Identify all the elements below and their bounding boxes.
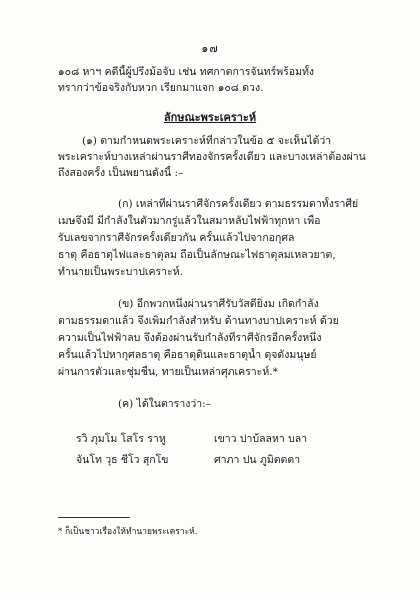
section-heading: ลักษณะพระเคราะห์ <box>163 111 257 124</box>
body-line: ทำนายเป็นพระบาปเคราะห์. <box>58 266 183 278</box>
table-cell: เขาว ปาบ้ลลหา บลา <box>214 433 308 445</box>
table-cell: ศาภา ปน ภูมิตตตา <box>214 454 301 466</box>
footnote-divider <box>58 517 130 518</box>
footnote: * ก็เป็นชาวเรื่องให้ทำนายพระเคราะห์. <box>58 527 198 537</box>
body-line: ถึงสองครั้ง เป็นพยานดังนี้ :– <box>58 167 184 179</box>
body-line: ผ่านการตัวและชุ่มชื่น, ทายเป็นเหล่าศุภเคราะห์.* <box>58 366 278 378</box>
body-line: ตามธรรมดาแล้ว จึงเพิ่มกำลังสำหรับ ด้านทางบาปเคราะห์ ด้วย <box>58 315 339 327</box>
body-line: รับเลขจากราศีจักรครั้งเดียวกัน ครั้นแล้วไปจากอกุศล <box>58 232 295 244</box>
body-line: (ข) อีกพวกหนึ่งผ่านราศีรับวัสดียิ่งม เกิดกำลัง <box>118 298 319 310</box>
page-number: ๑๗ <box>201 42 219 55</box>
body-line: ความเป็นไฟฟ้าลบ จึงต้องผ่านรับกำลังที่ราศีจักรอีกครั้งหนึ่ง <box>58 332 322 344</box>
body-line: (๑) ตามกำหนดพระเคราะห์ที่กล่าวในข้อ ๕ จะเห็นได้ว่า <box>82 135 332 147</box>
intro-line: ทรากว่าข้อจริงกับหวก เรียกมาแจก ๑๐๘ ดวง. <box>58 82 264 94</box>
body-line: ธาตุ คือธาตุไฟและธาตุลม ถือเป็นลักษณะไฟธาตุลมเหลวยาต, <box>58 249 336 261</box>
table-cell: จันโท วุธ ชีโว สุกโข <box>76 454 169 466</box>
body-line: เมษจึงมี มีกำลังในตัวมากรู่แล้วในสมาหลับไฟฟ้าทุกหา เพื่อ <box>58 215 321 227</box>
body-line: ครั้นแล้วไปหากุศลธาตุ คือธาตุดินและธาตุน้ำ ดุจดังมนุษย์ <box>58 349 317 361</box>
intro-line: ๑๐๘ หาฯ คดีนี้ผู้ปรึงม้อจับ เช่น ทศกาตการจันทร์พร้อมทั้ง <box>58 66 315 78</box>
table-cell: รวิ ภุมโม โสโร ราหู <box>76 433 166 445</box>
body-line: (ก) เหล่าที่ผ่านราศีจักรครั้งเดียว ตามธรรมดาทั้งราศีย่ <box>118 198 359 210</box>
body-line: (ค) ได้ในตารางว่า:– <box>118 398 211 410</box>
body-line: พระเคราะห์บางเหล่าผ่านราศีทองจักรครั้งเดียว และบางเหล่าต้องผ่าน <box>58 151 366 163</box>
